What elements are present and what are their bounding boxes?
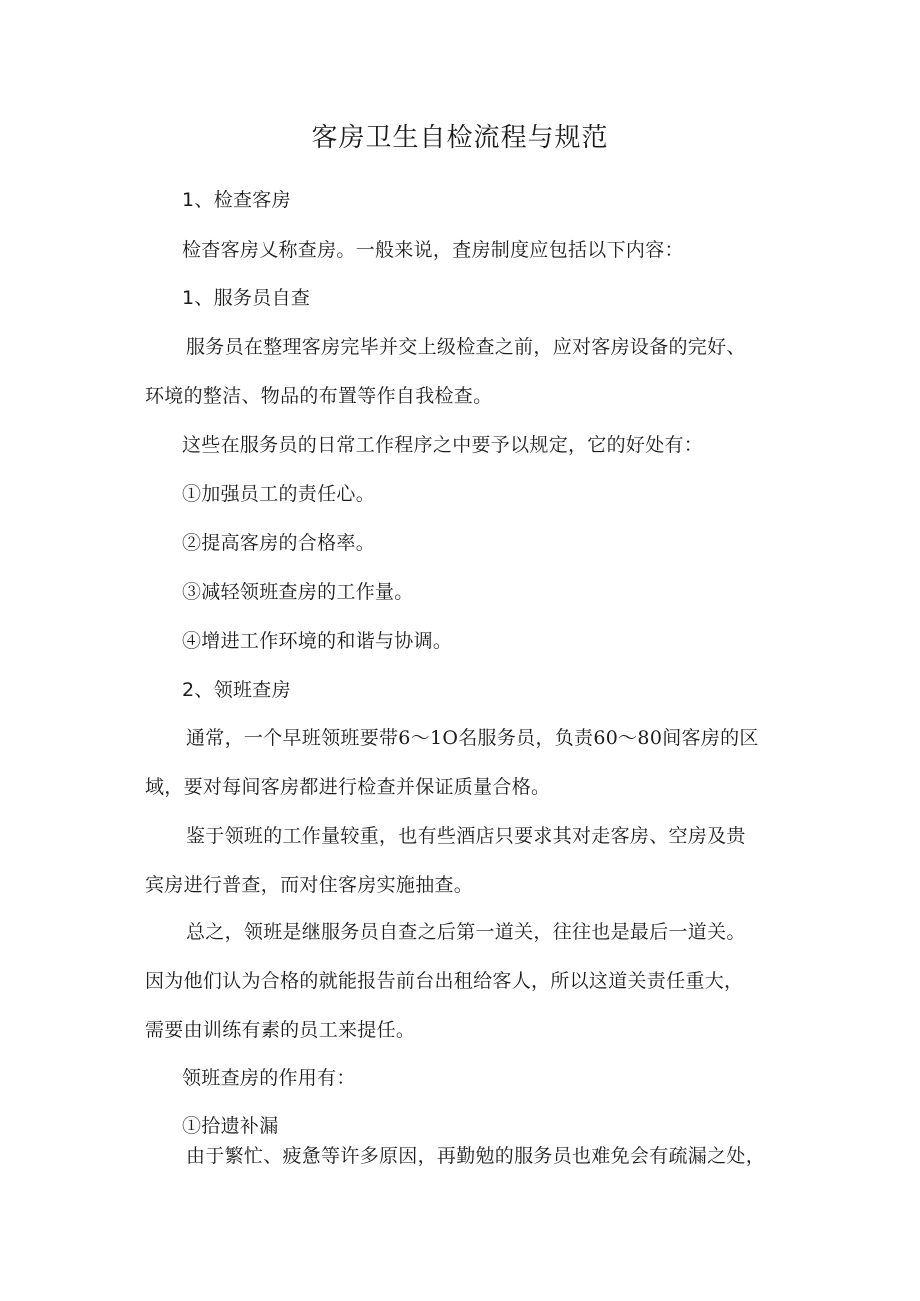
section-heading-supervisor-check: 2、领班查房 (182, 679, 291, 701)
supervisor-paragraph-line-2: 域，要对每间客房都进行检查并保证质量合格。 (145, 776, 551, 798)
summary-paragraph-line-3: 需要由训练有素的员工来提任。 (145, 1019, 416, 1041)
section-heading-check-rooms: 1、检查客房 (182, 189, 291, 211)
benefit-item-3: ③减轻领班查房的工作量。 (182, 581, 414, 603)
section-heading-self-check: 1、服务员自查 (182, 287, 311, 309)
supervisor-paragraph-line-1: 通常，一个早班领班要带6～1O名服务员，负责60～80间客房的区 (186, 727, 759, 749)
roles-intro-paragraph: 领班查房的作用有： (182, 1067, 356, 1089)
workload-paragraph-line-2: 宾房进行普查，而对住客房实施抽查。 (145, 874, 474, 896)
summary-paragraph-line-2: 因为他们认为合格的就能报告前台出租给客人，所以这道关责任重大， (145, 970, 744, 992)
benefit-item-2: ②提高客房的合格率。 (182, 532, 376, 554)
self-check-paragraph-line-2: 环境的整洁、物品的布置等作自我检查。 (145, 385, 493, 407)
document-title: 客房卫生自检流程与规范 (311, 123, 609, 153)
summary-paragraph-line-1: 总之，领班是继服务员自查之后第一道关，往往也是最后一道关。 (186, 921, 746, 943)
workload-paragraph-line-1: 鉴于领班的工作量较重，也有些酒店只要求其对走客房、空房及贵 (186, 825, 746, 847)
benefits-intro-paragraph: 这些在服务员的日常工作程序之中要予以规定，它的好处有： (182, 434, 704, 456)
role-1-description: 由于繁忙、疲惫等许多原因，再勤勉的服务员也难免会有疏漏之处， (186, 1145, 766, 1167)
role-item-1: ①拾遗补漏 (182, 1115, 279, 1137)
intro-paragraph: 检杳客房乂称查房。一般来说，査房制度应包括以下内容： (182, 239, 684, 261)
benefit-item-1: ①加强员工的责任心。 (182, 483, 376, 505)
self-check-paragraph-line-1: 服务员在整理客房完毕并交上级检查之前，应对客房设备的完好、 (186, 336, 746, 358)
benefit-item-4: ④增进工作环境的和谐与协调。 (182, 630, 453, 652)
